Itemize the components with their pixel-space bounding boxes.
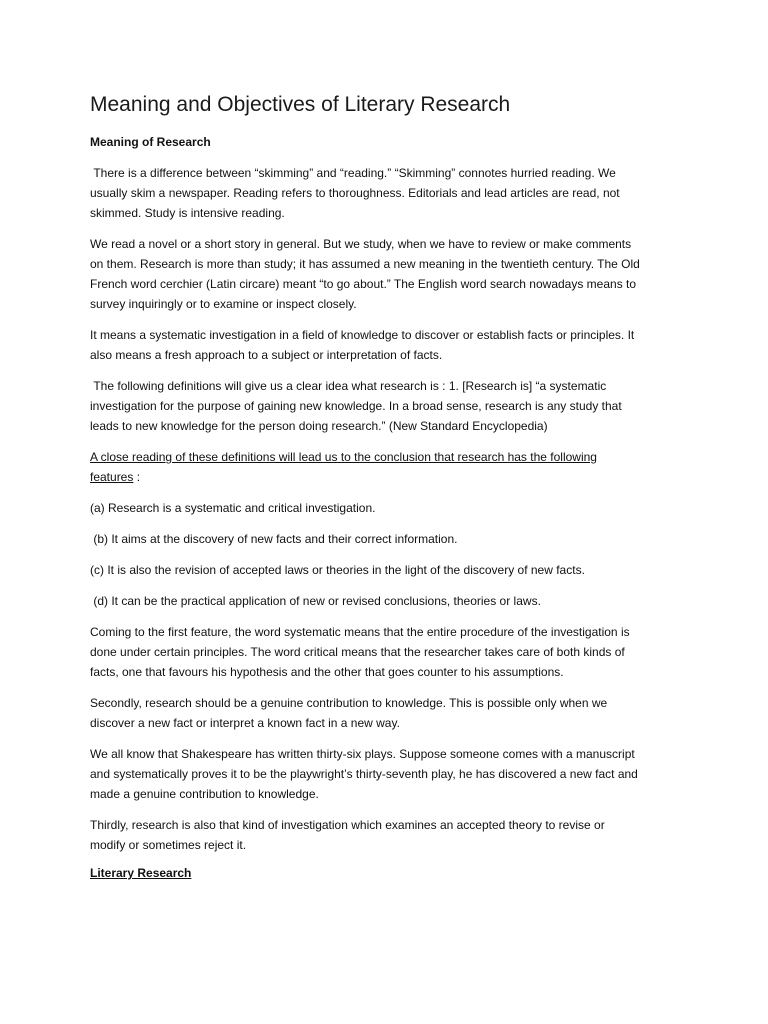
- features-intro-text: A close reading of these definitions will lead us to the conclusion that research has the following features: [90, 450, 597, 485]
- paragraph-definitions: The following definitions will give us a clear idea what research is : 1. [Research is] “a systematic investigation for the purpose of gaining new knowledge. In a broad sense, research is any study that leads to new knowledge for the person doing research.” (New Standard Encyclopedia): [90, 379, 626, 434]
- feature-item-d: (d) It can be the practical application of new or revised conclusions, theories or laws.: [90, 594, 541, 609]
- paragraph-study: We read a novel or a short story in general. But we study, when we have to review or make comments on them. Research is more than study; it has assumed a new meaning in the twentieth century. The Old French word cerchier (Latin circare) meant “to go about.” The English word search nowadays means to survey inquiringly or to examine or inspect closely.: [90, 237, 640, 312]
- features-intro-suffix: :: [133, 470, 141, 485]
- feature-item-b: (b) It aims at the discovery of new facts and their correct information.: [90, 532, 458, 547]
- feature-item-a: (a) Research is a systematic and critical investigation.: [90, 501, 376, 516]
- paragraph-systematic: It means a systematic investigation in a field of knowledge to discover or establish facts or principles. It also means a fresh approach to a subject or interpretation of facts.: [90, 328, 635, 363]
- features-intro-paragraph: [90, 447, 642, 487]
- section-heading-meaning: Meaning of Research: [90, 135, 211, 150]
- paragraph-shakespeare: We all know that Shakespeare has written thirty-six plays. Suppose someone comes with a manuscript and systematically proves it to be the playwright’s thirty-seventh play, he has discovered a new fact and made a genuine contribution to knowledge.: [90, 747, 638, 802]
- paragraph-first-feature: Coming to the first feature, the word systematic means that the entire procedure of the investigation is done under certain principles. The word critical means that the researcher takes care of both kinds of facts, one that favours his hypothesis and the other that goes counter to his assumptions.: [90, 625, 630, 680]
- document-body: [90, 92, 642, 881]
- section-heading-literary-research: Literary Research: [90, 866, 192, 881]
- paragraph-secondly: Secondly, research should be a genuine contribution to knowledge. This is possible only when we discover a new fact or interpret a known fact in a new way.: [90, 696, 608, 731]
- paragraph-skimming: There is a difference between “skimming” and “reading.” “Skimming” connotes hurried reading. We usually skim a newspaper. Reading refers to thoroughness. Editorials and lead articles are read, not skimmed. Study is intensive reading.: [90, 166, 623, 221]
- paragraph-thirdly: Thirdly, research is also that kind of investigation which examines an accepted theory to revise or modify or sometimes reject it.: [90, 818, 605, 853]
- document-title: Meaning and Objectives of Literary Research: [90, 93, 511, 116]
- feature-item-c: (c) It is also the revision of accepted laws or theories in the light of the discovery of new facts.: [90, 563, 585, 578]
